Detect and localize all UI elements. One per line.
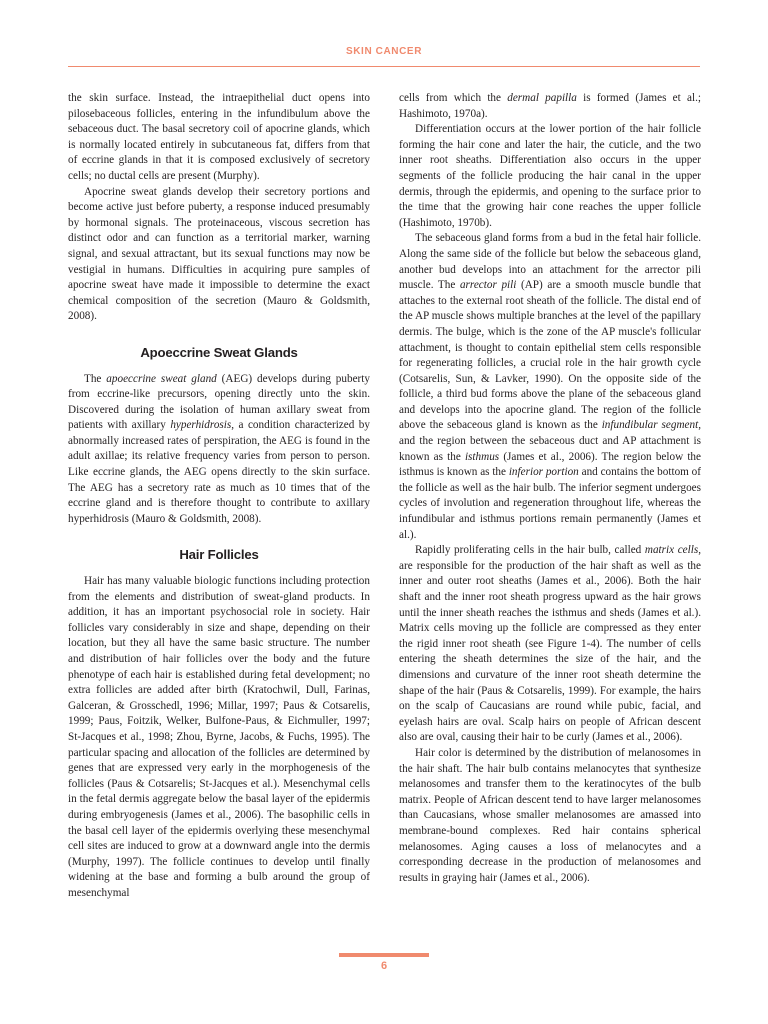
paragraph: Differentiation occurs at the lower portion of the hair follicle forming the hair cone and later the hair, the cuticle, and the two inner root sheaths. Differentiation also occurs in the upper segments of the follicle producing the hair canal in the upper dermis, through the epidermis, and opening to the surface prior to the time that the growing hair cone reaches the upper follicle (Hashimoto, 1970b).	[399, 123, 701, 229]
section-heading-hair-follicles: Hair Follicles	[179, 547, 259, 563]
text-run: is formed (James et al.; Hashimoto, 1970a).	[399, 92, 701, 120]
text-run: (James et al., 2006). The region below the isthmus is known as the	[399, 450, 701, 479]
paragraph: Hair has many valuable biologic functions including protection from the elements and distribution of sweat-gland products. In addition, it has an important psychosocial role in society. Hair follicles vary considerably in size and shape, depending on their location, but they all have the same basic structure. The number and distribution of hair follicles over the body and the future phenotype of each hair is established during fetal development; no extra follicles are added after birth (Kratochwil, Dull, Farinas, Galceran, & Grosschedl, 1996; Millar, 1997; Paus & Cotsarelis, 1999; Paus, Foitzik, Welker, Bulfone-Paus, & Eichmuller, 1997; St-Jacques et al., 1998; Zhou, Byrne, Jacobs, & Fuchs, 1995). The particular spacing and allocation of the follicles are determined by genes that are expressed very early in the morphogenesis of the follicles (Paus & Cotsarelis; St-Jacques et al.). Mesenchymal cells in the fetal dermis aggregate below the basal layer of the epidermis during embryogenesis (James et al., 2006). The basophilic cells in the basal cell layer of the epidermis overlying these mesenchymal cell sites are induced to grow at a downward angle into the dermis (Murphy, 1997). The follicle continues to develop until finally widening at the base and forming a bulb around the group of mesenchymal	[68, 575, 370, 899]
running-head: SKIN CANCER	[345, 46, 423, 57]
paragraph	[68, 372, 370, 528]
text-run: , a condition characterized by abnormally increased rates of perspiration, the AEG is found in the adult axillae; its relative frequency varies from person to person. Like eccrine glands, the AEG opens directly to the skin surface. The AEG has a secretory rate as much as 10 times that of the eccrine gland and is therefore thought to contribute to axillary hyperhidrosis (Mauro & Goldsmith, 2008).	[68, 419, 370, 525]
term: inferior portion	[508, 466, 579, 479]
paragraph	[399, 543, 701, 746]
text-run: (AP) are a smooth muscle bundle that attaches to the external root sheath of the follicle. The distal end of the AP muscle shows multiple branches at the level of the papillary dermis. The bulge, which is the zone of the AP muscle's follicular attachment, is thought to contain epithelial stem cells responsible for regenerating follicles, a crucial role in the hair growth cycle (Cotsarelis, Sun, & Lavker, 1990). On the opposite side of the follicle, a third bud forms above the plane of the sebaceous gland and develops into the apocrine gland. The region of the follicle above the sebaceous gland is known as the	[399, 279, 701, 432]
term: dermal papilla	[507, 92, 577, 104]
text-run: , are responsible for the production of the hair shaft as well as the inner and outer root sheaths (James et al., 2006). Both the hair shaft and the inner root sheath progress upward as the hair grows until the inner sheath reaches the isthmus and sheds (James et al.). Matrix cells moving up the follicle are compressed as they enter the rigid inner root sheath (see Figure 1-4). The number of cells entering the sheath determines the size of the hair, and the dimensions and curvature of the inner root sheath determine the shape of the hair (Paus & Cotsarelis, 1999). For example, the hairs on the scalp of Caucasians are round while pubic, facial, and eyelash hairs are oval. Scalp hairs on people of African descent also are oval, causing their hair to be curly (James et al., 2006).	[399, 544, 701, 744]
right-column	[399, 91, 701, 886]
text-run: and contains the bottom of the follicle as well as the hair bulb. The inferior segment undergoes cycles of involution and regeneration throughout life, whereas the infundibular and isthmus portions remain permanently (James et al.).	[399, 466, 702, 541]
section-heading-apoeccrine: Apoeccrine Sweat Glands	[140, 344, 298, 360]
term: hyperhidrosis	[170, 419, 232, 432]
footer-bar	[339, 953, 429, 957]
term: isthmus	[464, 450, 500, 463]
text-run: The sebaceous gland forms from a bud in the fetal hair follicle. Along the same side of the follicle but below the sebaceous gland, another bud develops into an attachment for the arrector pili muscle. The	[399, 232, 701, 292]
text-run: The	[84, 372, 107, 385]
paragraph: the skin surface. Instead, the intraepithelial duct opens into pilosebaceous follicles, entering in the infundibulum above the sebaceous duct. The basal secretory coil of apocrine glands, which is normally located entirely in subcutaneous fat, differs from that of eccrine glands in that it is composed exclusively of secretory cells; no ductal cells are present (Murphy).	[68, 92, 370, 182]
paragraph: Hair color is determined by the distribution of melanosomes in the hair shaft. The hair bulb contains melanocytes that synthesize melanosomes and transfer them to the keratinocytes of the bulb matrix. People of African descent tend to have larger melanosomes than Caucasians, whose smaller melanosomes are amassed into membrane-bound complexes. Red hair contains spherical melanosomes. Aging causes a loss of melanocytes and a corresponding decrease in the production of melanosomes and results in graying hair (James et al., 2006).	[399, 746, 701, 884]
term: infundibular segment	[601, 419, 699, 432]
header-rule	[68, 66, 700, 67]
text-run: cells from which the	[399, 92, 508, 104]
text-run: , and the region between the sebaceous duct and AP attachment is known as the	[399, 419, 701, 463]
text-run: Rapidly proliferating cells in the hair bulb, called	[415, 544, 645, 557]
term: matrix cells	[644, 544, 699, 557]
text-run: (AEG) develops during puberty from eccrine-like precursors, opening directly unto the skin. Discovered during the isolation of human axillary sweat from patients with axillary	[68, 372, 370, 432]
page-number: 6	[380, 960, 388, 972]
paragraph	[399, 91, 701, 122]
paragraph	[399, 231, 701, 543]
term: apoeccrine sweat gland	[106, 372, 217, 385]
left-column	[68, 91, 370, 902]
term: arrector pili	[459, 279, 517, 292]
paragraph: Apocrine sweat glands develop their secretory portions and become active just before puberty, a response induced presumably by hormonal signals. The proteinaceous, viscous secretion has distinct odor and can function as a territorial marker, warning signal, and sexual attractant, but its sexual functions may now be vestigial in humans. Difficulties in acquiring pure samples of apocrine sweat have made it impossible to determine the exact chemical composition of the secretion (Mauro & Goldsmith, 2008).	[68, 185, 370, 323]
